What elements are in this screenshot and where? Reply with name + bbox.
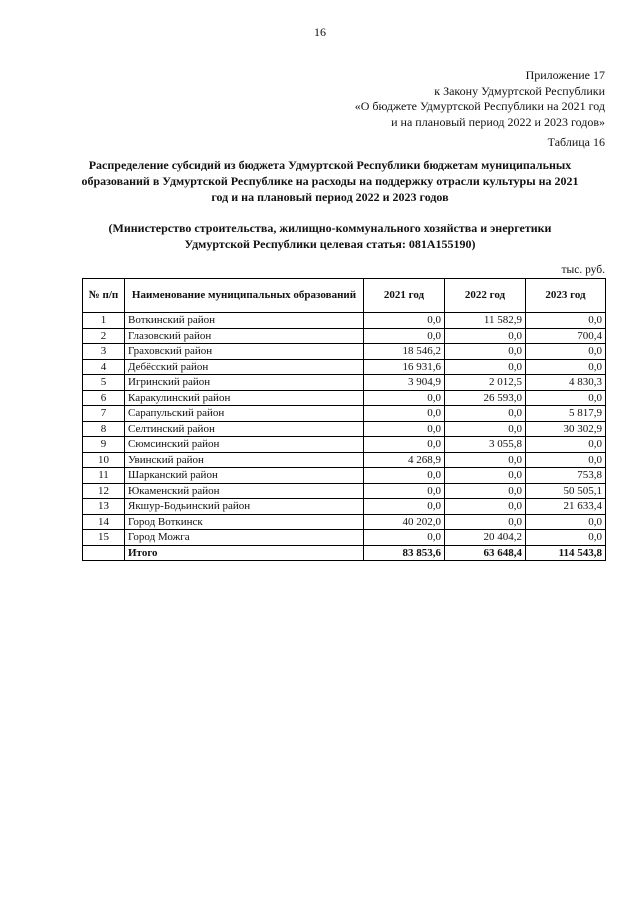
value-2021-cell: 0,0: [364, 437, 445, 453]
page-number: 16: [314, 25, 326, 39]
table-row: [83, 406, 606, 422]
total-label-cell: Итого: [125, 545, 364, 561]
value-2023-cell: 700,4: [526, 328, 606, 344]
value-2022-cell: 0,0: [445, 406, 526, 422]
value-2022-cell: 0,0: [445, 499, 526, 515]
value-2023-cell: 0,0: [526, 530, 606, 546]
row-number-cell: 1: [83, 313, 125, 329]
value-2021-cell: 40 202,0: [364, 514, 445, 530]
municipality-name-cell: Сюмсинский район: [125, 437, 364, 453]
table-row: [83, 530, 606, 546]
row-number-cell: 4: [83, 359, 125, 375]
value-2022-cell: 0,0: [445, 421, 526, 437]
municipality-name-cell: Якшур-Бодьинский район: [125, 499, 364, 515]
row-number-cell: 12: [83, 483, 125, 499]
row-number-cell: 10: [83, 452, 125, 468]
row-number-cell: 7: [83, 406, 125, 422]
value-2023-cell: 0,0: [526, 437, 606, 453]
total-2021-cell: 83 853,6: [364, 545, 445, 561]
table-label: Таблица 16: [547, 135, 605, 149]
value-2022-cell: 20 404,2: [445, 530, 526, 546]
appendix-line: и на плановый период 2022 и 2023 годов»: [391, 114, 605, 129]
row-number-cell: 5: [83, 375, 125, 391]
row-number-cell: 14: [83, 514, 125, 530]
header-2021: 2021 год: [364, 279, 445, 313]
table-row: [83, 452, 606, 468]
value-2023-cell: 4 830,3: [526, 375, 606, 391]
value-2023-cell: 753,8: [526, 468, 606, 484]
municipality-name-cell: Каракулинский район: [125, 390, 364, 406]
value-2021-cell: 0,0: [364, 468, 445, 484]
municipality-name-cell: Дебёсский район: [125, 359, 364, 375]
value-2023-cell: 5 817,9: [526, 406, 606, 422]
value-2023-cell: 0,0: [526, 390, 606, 406]
appendix-line: к Закону Удмуртской Республики: [434, 83, 605, 98]
municipality-name-cell: Глазовский район: [125, 328, 364, 344]
row-number-cell: 2: [83, 328, 125, 344]
municipality-name-cell: Юкаменский район: [125, 483, 364, 499]
value-2022-cell: 2 012,5: [445, 375, 526, 391]
row-number-cell: 11: [83, 468, 125, 484]
table-row: [83, 468, 606, 484]
units-label: тыс. руб.: [561, 264, 605, 276]
table-row: [83, 313, 606, 329]
value-2023-cell: 0,0: [526, 514, 606, 530]
municipality-name-cell: Граховский район: [125, 344, 364, 360]
value-2021-cell: 0,0: [364, 406, 445, 422]
row-number-cell: 9: [83, 437, 125, 453]
header-num: № п/п: [83, 279, 125, 313]
municipality-name-cell: Город Воткинск: [125, 514, 364, 530]
value-2021-cell: 3 904,9: [364, 375, 445, 391]
header-name: Наименование муниципальных образований: [125, 279, 364, 313]
table-row: [83, 328, 606, 344]
value-2022-cell: 0,0: [445, 452, 526, 468]
value-2022-cell: 0,0: [445, 483, 526, 499]
appendix-line: Приложение 17: [525, 68, 605, 82]
value-2021-cell: 0,0: [364, 390, 445, 406]
value-2021-cell: 16 931,6: [364, 359, 445, 375]
municipality-name-cell: Игринский район: [125, 375, 364, 391]
value-2021-cell: 0,0: [364, 530, 445, 546]
row-number-cell: 3: [83, 344, 125, 360]
value-2023-cell: 50 505,1: [526, 483, 606, 499]
header-2023: 2023 год: [526, 279, 606, 313]
value-2022-cell: 0,0: [445, 328, 526, 344]
table-row: [83, 375, 606, 391]
table-row: [83, 421, 606, 437]
value-2021-cell: 4 268,9: [364, 452, 445, 468]
table-row: [83, 514, 606, 530]
table-body: [83, 313, 606, 561]
table-row: [83, 483, 606, 499]
value-2023-cell: 0,0: [526, 344, 606, 360]
row-number-cell: 6: [83, 390, 125, 406]
value-2022-cell: 0,0: [445, 344, 526, 360]
value-2022-cell: 26 593,0: [445, 390, 526, 406]
table-row: [83, 390, 606, 406]
value-2021-cell: 18 546,2: [364, 344, 445, 360]
municipality-name-cell: Город Можга: [125, 530, 364, 546]
value-2023-cell: 0,0: [526, 313, 606, 329]
row-number-cell: 8: [83, 421, 125, 437]
value-2021-cell: 0,0: [364, 313, 445, 329]
appendix-line: «О бюджете Удмуртской Республики на 2021 год: [354, 99, 605, 113]
value-2023-cell: 0,0: [526, 452, 606, 468]
value-2021-cell: 0,0: [364, 421, 445, 437]
value-2022-cell: 0,0: [445, 514, 526, 530]
table-total-row: [83, 545, 606, 561]
table-row: [83, 437, 606, 453]
municipality-name-cell: Селтинский район: [125, 421, 364, 437]
value-2022-cell: 3 055,8: [445, 437, 526, 453]
value-2021-cell: 0,0: [364, 483, 445, 499]
table-header-row: [83, 279, 606, 313]
row-number-cell: 15: [83, 530, 125, 546]
header-2022: 2022 год: [445, 279, 526, 313]
total-2023-cell: 114 543,8: [526, 545, 606, 561]
value-2022-cell: 0,0: [445, 359, 526, 375]
value-2023-cell: 21 633,4: [526, 499, 606, 515]
subsidy-table: [82, 278, 606, 561]
municipality-name-cell: Шарканский район: [125, 468, 364, 484]
value-2022-cell: 0,0: [445, 468, 526, 484]
total-2022-cell: 63 648,4: [445, 545, 526, 561]
value-2023-cell: 30 302,9: [526, 421, 606, 437]
municipality-name-cell: Увинский район: [125, 452, 364, 468]
appendix-header: [355, 68, 605, 130]
table-row: [83, 359, 606, 375]
total-empty-cell: [83, 545, 125, 561]
municipality-name-cell: Воткинский район: [125, 313, 364, 329]
value-2023-cell: 0,0: [526, 359, 606, 375]
value-2021-cell: 0,0: [364, 499, 445, 515]
value-2022-cell: 11 582,9: [445, 313, 526, 329]
value-2021-cell: 0,0: [364, 328, 445, 344]
table-row: [83, 344, 606, 360]
document-subtitle: (Министерство строительства, жилищно-коммунального хозяйства и энергетики Удмуртской Республики целевая статья: 081A155190): [108, 221, 552, 251]
row-number-cell: 13: [83, 499, 125, 515]
table-row: [83, 499, 606, 515]
municipality-name-cell: Сарапульский район: [125, 406, 364, 422]
document-title: Распределение субсидий из бюджета Удмуртской Республики бюджетам муниципальных образований в Удмуртской Республике на расходы на поддержку отрасли культуры на 2021 год и на плановый период 2022 и 2023 годов: [81, 158, 579, 204]
